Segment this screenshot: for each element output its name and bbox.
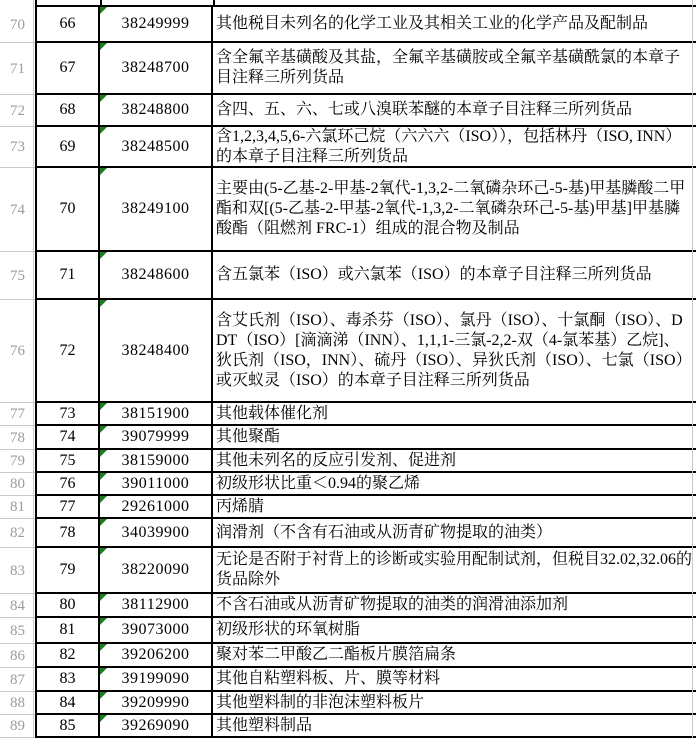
goods-description-cell[interactable] [213, 473, 696, 496]
goods-description-text: 含四、五、六、七或八溴联苯醚的本章子目注释三所列货品 [216, 101, 633, 118]
excel-row-number[interactable]: 75 [0, 252, 35, 300]
hs-code-cell[interactable] [100, 715, 213, 738]
hs-code-cell[interactable] [100, 692, 213, 715]
hs-code-cell[interactable] [100, 426, 213, 450]
hs-code-value: 38220090 [121, 561, 190, 578]
number-stored-as-text-indicator-icon [100, 168, 107, 175]
excel-row-number[interactable]: 76 [0, 300, 35, 403]
goods-description-text: 其他税目未列名的化学工业及其相关工业的化学产品及配制品 [216, 15, 649, 32]
table-row [0, 426, 696, 450]
hs-code-value: 38248800 [121, 101, 190, 118]
table-row [0, 403, 696, 426]
table-row [0, 168, 696, 252]
hs-code-cell[interactable] [100, 43, 213, 95]
sequence-number-cell[interactable]: 67 [35, 43, 100, 95]
sequence-number-cell[interactable]: 80 [35, 594, 100, 618]
goods-description-cell[interactable] [213, 618, 696, 644]
table-row [0, 43, 696, 95]
excel-row-number[interactable]: 72 [0, 95, 35, 127]
table-row [0, 715, 696, 738]
goods-description-text: 含五氯苯（ISO）或六氯苯（ISO）的本章子目注释三所列货品 [216, 266, 652, 283]
goods-description-text: 含全氟辛基磺酸及其盐，全氟辛基磺胺或全氟辛基磺酰氯的本章子目注释三所列货品 [216, 49, 681, 86]
number-stored-as-text-indicator-icon [100, 594, 107, 601]
hs-code-cell[interactable] [100, 168, 213, 252]
goods-description-text: 不含石油或从沥青矿物提取的油类的润滑油添加剂 [216, 596, 569, 613]
hs-code-value: 38248500 [121, 137, 190, 155]
number-stored-as-text-indicator-icon [100, 426, 107, 433]
goods-description-cell[interactable] [213, 644, 696, 668]
goods-description-text: 其他聚酯 [216, 428, 281, 445]
number-stored-as-text-indicator-icon [100, 519, 107, 526]
number-stored-as-text-indicator-icon [100, 7, 107, 14]
number-stored-as-text-indicator-icon [100, 692, 107, 699]
goods-description-text: 含艾氏剂（ISO）、毒杀芬（ISO）、氯丹（ISO）、十氯酮（ISO）、DDT（ISO）[滴滴涕（INN）、1,1,1-三氯-2,2-双（4-氯苯基）乙烷]、狄氏剂（ISO，INN）、硫丹（ISO）、异狄氏剂（ISO）、七氯（ISO）或灭蚁灵（ISO）的本章子目注释三所列货品 [216, 311, 692, 389]
number-stored-as-text-indicator-icon [100, 618, 107, 625]
goods-description-text: 润滑剂（不含有石油或从沥青矿物提取的油类） [216, 523, 553, 541]
goods-description-cell[interactable] [213, 594, 696, 618]
excel-row-number[interactable]: 82 [0, 519, 35, 548]
number-stored-as-text-indicator-icon [100, 403, 107, 410]
goods-description-text: 含1,2,3,4,5,6-六氯环己烷（六六六（ISO）），包括林丹（ISO, INN）的本章子目注释三所列货品 [216, 127, 682, 165]
table-row [0, 127, 696, 168]
sequence-number-cell[interactable]: 68 [35, 95, 100, 127]
goods-description-text: 主要由(5-乙基-2-甲基-2氧代-1,3,2-二氧磷杂环己-5-基)甲基膦酸二甲酯和双[(5-乙基-2-甲基-2氧代-1,3,2-二氧磷杂环己-5-基)甲基]甲基膦酸酯（阻燃剂 FRC-1）组成的混合物及制品 [216, 180, 686, 237]
hs-code-value: 38248700 [121, 59, 190, 76]
sequence-number-cell[interactable]: 73 [35, 403, 100, 426]
hs-code-cell[interactable] [100, 450, 213, 473]
sequence-number-cell[interactable]: 66 [35, 7, 100, 43]
number-stored-as-text-indicator-icon [100, 450, 107, 457]
excel-row-number[interactable]: 84 [0, 594, 35, 618]
excel-row-number[interactable]: 85 [0, 618, 35, 644]
excel-row-number[interactable]: 77 [0, 403, 35, 426]
goods-description-cell[interactable] [213, 450, 696, 473]
goods-description-cell[interactable] [213, 403, 696, 426]
number-stored-as-text-indicator-icon [100, 496, 107, 503]
goods-description-text: 无论是否附于衬背上的诊断或实验用配制试剂，但税目32.02,32.06的货品除外 [216, 551, 693, 588]
number-stored-as-text-indicator-icon [100, 252, 107, 259]
number-stored-as-text-indicator-icon [100, 644, 107, 651]
sequence-number-cell[interactable]: 81 [35, 618, 100, 644]
hs-code-cell[interactable] [100, 519, 213, 548]
table-row [0, 519, 696, 548]
hs-code-cell[interactable] [100, 594, 213, 618]
hs-code-cell[interactable] [100, 127, 213, 168]
table-row [0, 692, 696, 715]
number-stored-as-text-indicator-icon [100, 127, 107, 134]
sequence-number-cell[interactable]: 70 [35, 168, 100, 252]
hs-code-cell[interactable] [100, 300, 213, 403]
hs-code-cell[interactable] [100, 252, 213, 300]
right-column-gridline [692, 0, 693, 738]
excel-row-number[interactable]: 86 [0, 644, 35, 668]
table-row [0, 618, 696, 644]
goods-description-cell[interactable] [213, 715, 696, 738]
sequence-number-cell[interactable]: 74 [35, 426, 100, 450]
excel-row-number[interactable]: 80 [0, 473, 35, 496]
excel-row-number[interactable]: 73 [0, 127, 35, 168]
goods-description-text: 其他载体催化剂 [216, 404, 329, 422]
hs-code-value: 39206200 [121, 646, 190, 663]
hs-code-value: 29261000 [121, 497, 190, 515]
hs-code-value: 38248600 [121, 266, 190, 283]
hs-code-cell[interactable] [100, 618, 213, 644]
sequence-number-cell[interactable]: 84 [35, 692, 100, 715]
sequence-number-cell[interactable]: 82 [35, 644, 100, 668]
hs-code-value: 38248400 [121, 341, 190, 359]
hs-code-cell[interactable] [100, 496, 213, 519]
hs-code-value: 38151900 [121, 404, 190, 422]
excel-row-number[interactable]: 89 [0, 715, 35, 738]
goods-description-text: 其他自粘塑料板、片、膜等材料 [216, 670, 441, 687]
hs-code-cell[interactable] [100, 403, 213, 426]
sequence-number-cell[interactable]: 72 [35, 300, 100, 403]
excel-row-number[interactable]: 71 [0, 43, 35, 95]
sequence-number-cell[interactable]: 79 [35, 548, 100, 594]
table-row [0, 95, 696, 127]
tariff-table [0, 7, 696, 738]
table-row [0, 496, 696, 519]
hs-code-value: 39199090 [121, 670, 190, 687]
hs-code-cell[interactable] [100, 7, 213, 43]
goods-description-cell[interactable] [213, 95, 696, 127]
table-row [0, 594, 696, 618]
table-row [0, 252, 696, 300]
table-row [0, 644, 696, 668]
table-row [0, 450, 696, 473]
hs-code-value: 39079999 [121, 428, 190, 445]
sequence-number-cell[interactable]: 69 [35, 127, 100, 168]
hs-code-value: 39209990 [121, 693, 190, 711]
goods-description-cell[interactable] [213, 168, 696, 252]
goods-description-cell[interactable] [213, 426, 696, 450]
goods-description-cell[interactable] [213, 43, 696, 95]
hs-code-cell[interactable] [100, 548, 213, 594]
hs-code-cell[interactable] [100, 668, 213, 692]
sequence-number-cell[interactable]: 78 [35, 519, 100, 548]
hs-code-value: 38159000 [121, 451, 190, 469]
hs-code-value: 39073000 [121, 621, 190, 638]
excel-row-number[interactable]: 83 [0, 548, 35, 594]
goods-description-cell[interactable] [213, 668, 696, 692]
goods-description-cell[interactable] [213, 496, 696, 519]
excel-row-number[interactable]: 81 [0, 496, 35, 519]
goods-description-cell[interactable] [213, 548, 696, 594]
sequence-number-cell[interactable]: 83 [35, 668, 100, 692]
number-stored-as-text-indicator-icon [100, 548, 107, 555]
goods-description-text: 聚对苯二甲酸乙二酯板片膜箔扁条 [216, 646, 457, 663]
hs-code-value: 38249100 [121, 200, 190, 217]
excel-row-number[interactable]: 74 [0, 168, 35, 252]
goods-description-cell[interactable] [213, 7, 696, 43]
number-stored-as-text-indicator-icon [100, 473, 107, 480]
number-stored-as-text-indicator-icon [100, 300, 107, 307]
hs-code-value: 38112900 [121, 596, 190, 613]
sequence-number-cell[interactable]: 71 [35, 252, 100, 300]
sequence-number-cell[interactable]: 85 [35, 715, 100, 738]
hs-code-value: 39011000 [121, 474, 190, 492]
goods-description-text: 初级形状比重＜0.94的聚乙烯 [216, 474, 421, 492]
excel-row-number[interactable]: 87 [0, 668, 35, 692]
hs-code-cell[interactable] [100, 644, 213, 668]
excel-row-number[interactable]: 70 [0, 7, 35, 43]
hs-code-cell[interactable] [100, 473, 213, 496]
goods-description-cell[interactable] [213, 519, 696, 548]
goods-description-text: 其他塑料制品 [216, 716, 313, 734]
excel-row-number[interactable]: 79 [0, 450, 35, 473]
goods-description-cell[interactable] [213, 692, 696, 715]
excel-row-number[interactable]: 88 [0, 692, 35, 715]
table-row [0, 7, 696, 43]
hs-code-value: 34039900 [121, 523, 190, 541]
table-row [0, 473, 696, 496]
row-header-gridline [33, 0, 34, 738]
table-row [0, 668, 696, 692]
table-row [0, 300, 696, 403]
hs-code-cell[interactable] [100, 95, 213, 127]
goods-description-text: 其他塑料制的非泡沫塑料板片 [216, 693, 425, 711]
goods-description-cell[interactable] [213, 127, 696, 168]
number-stored-as-text-indicator-icon [100, 43, 107, 50]
table-row [0, 548, 696, 594]
goods-description-text: 其他未列名的反应引发剂、促进剂 [216, 451, 457, 469]
excel-row-number[interactable]: 78 [0, 426, 35, 450]
goods-description-text: 初级形状的环氧树脂 [216, 621, 361, 638]
sequence-number-cell[interactable]: 75 [35, 450, 100, 473]
goods-description-cell[interactable] [213, 300, 696, 403]
sequence-number-cell[interactable]: 77 [35, 496, 100, 519]
goods-description-text: 丙烯腈 [216, 497, 265, 515]
number-stored-as-text-indicator-icon [100, 715, 107, 722]
sequence-number-cell[interactable]: 76 [35, 473, 100, 496]
number-stored-as-text-indicator-icon [100, 668, 107, 675]
hs-code-value: 38249999 [121, 15, 190, 32]
hs-code-value: 39269090 [121, 716, 190, 734]
number-stored-as-text-indicator-icon [100, 95, 107, 102]
goods-description-cell[interactable] [213, 252, 696, 300]
